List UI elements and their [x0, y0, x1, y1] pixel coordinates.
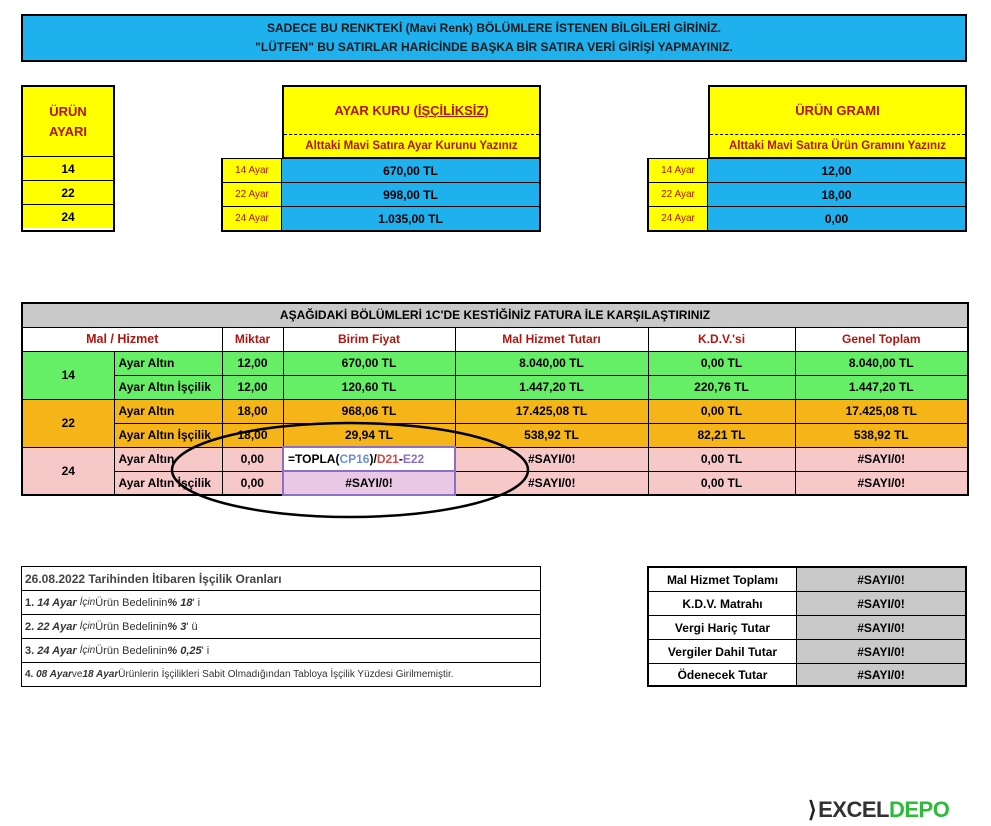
ayar-kuru-row	[223, 183, 539, 207]
ayar-label: 14 Ayar	[649, 159, 708, 182]
col-header-mal-hizmet: Mal / Hizmet	[22, 327, 222, 351]
item-name-cell[interactable]: Ayar Altın	[114, 399, 222, 423]
iscilik-notes	[21, 566, 541, 687]
tutar-cell[interactable]: 8.040,00 TL	[455, 351, 648, 375]
birim-fiyat-cell[interactable]: 968,06 TL	[283, 399, 455, 423]
item-name-cell[interactable]: Ayar Altın	[114, 351, 222, 375]
col-header-mal-hizmet-tutari: Mal Hizmet Tutarı	[455, 327, 648, 351]
ayar-kuru-row	[223, 159, 539, 183]
miktar-cell[interactable]: 12,00	[222, 351, 283, 375]
urun-ayari-cell[interactable]: 24	[23, 205, 113, 228]
toplam-cell[interactable]: 17.425,08 TL	[795, 399, 968, 423]
toplam-cell[interactable]: #SAYI/0!	[795, 471, 968, 495]
summary-value[interactable]: #SAYI/0!	[797, 592, 965, 615]
birim-fiyat-cell[interactable]: #SAYI/0!	[283, 471, 455, 495]
summary-row	[649, 616, 965, 640]
tutar-cell[interactable]: 1.447,20 TL	[455, 375, 648, 399]
birim-fiyat-cell[interactable]: 120,60 TL	[283, 375, 455, 399]
summary-row	[649, 592, 965, 616]
toplam-cell[interactable]: #SAYI/0!	[795, 447, 968, 471]
col-header-genel-toplam: Genel Toplam	[795, 327, 968, 351]
urun-grami-header[interactable]	[708, 85, 967, 158]
kdv-cell[interactable]: 0,00 TL	[648, 399, 795, 423]
formula-edit-cell[interactable]: =TOPLA(CP16)/D21-E22	[283, 447, 455, 471]
ayar-kuru-input[interactable]: 670,00 TL	[282, 159, 539, 182]
urun-ayari-block	[21, 85, 115, 232]
ayar-label: 22 Ayar	[223, 183, 282, 206]
summary-value[interactable]: #SAYI/0!	[797, 664, 965, 685]
summary-row	[649, 568, 965, 592]
miktar-cell[interactable]: 12,00	[222, 375, 283, 399]
note-item: 3. 24 Ayar İçin Ürün Bedelinin % 0,25 ' i	[22, 639, 540, 663]
table-row	[22, 351, 968, 375]
ayar-group-cell[interactable]: 24	[22, 447, 114, 495]
logo-text-depo: DEPO	[888, 797, 950, 822]
miktar-cell[interactable]: 18,00	[222, 423, 283, 447]
ayar-label: 24 Ayar	[649, 207, 708, 230]
tutar-cell[interactable]: 17.425,08 TL	[455, 399, 648, 423]
urun-grami-row	[649, 207, 965, 230]
logo-x-icon: ⟩	[808, 797, 817, 822]
summary-label: Mal Hizmet Toplamı	[649, 568, 797, 591]
toplam-cell[interactable]: 538,92 TL	[795, 423, 968, 447]
urun-grami-subtitle: Alttaki Mavi Satıra Ürün Gramını Yazınız	[728, 140, 947, 152]
urun-ayari-cell[interactable]: 14	[23, 157, 113, 181]
ayar-label: 24 Ayar	[223, 207, 282, 230]
ayar-kuru-subtitle: Alttaki Mavi Satıra Ayar Kurunu Yazınız	[305, 140, 518, 152]
urun-grami-title: ÜRÜN GRAMI	[710, 87, 965, 135]
kdv-cell[interactable]: 220,76 TL	[648, 375, 795, 399]
birim-fiyat-cell[interactable]: 670,00 TL	[283, 351, 455, 375]
item-name-cell[interactable]: Ayar Altın İşçilik	[114, 471, 222, 495]
summary-row	[649, 640, 965, 664]
notes-title: 26.08.2022 Tarihinden İtibaren İşçilik Oranları	[22, 567, 540, 591]
ayar-kuru-title: AYAR KURU ( İŞÇİLİKSİZ )	[284, 87, 539, 135]
urun-grami-row	[649, 183, 965, 207]
urun-ayari-cell[interactable]: 22	[23, 181, 113, 205]
note-item: 1. 14 Ayar İçin Ürün Bedelinin % 18 ' i	[22, 591, 540, 615]
summary-table	[647, 566, 967, 687]
ayar-label: 14 Ayar	[223, 159, 282, 182]
invoice-header-row	[22, 327, 968, 351]
miktar-cell[interactable]: 18,00	[222, 399, 283, 423]
urun-grami-row	[649, 159, 965, 183]
ayar-kuru-header[interactable]	[282, 85, 541, 158]
banner-line-1: SADECE BU RENKTEKİ (Mavi Renk) BÖLÜMLERE İSTENEN BİLGİLERİ GİRİNİZ.	[266, 21, 722, 35]
col-header-miktar: Miktar	[222, 327, 283, 351]
invoice-title: AŞAĞIDAKİ BÖLÜMLERİ 1C'DE KESTİĞİNİZ FATURA İLE KARŞILAŞTIRINIZ	[22, 303, 968, 327]
ayar-kuru-input[interactable]: 998,00 TL	[282, 183, 539, 206]
summary-label: K.D.V. Matrahı	[649, 592, 797, 615]
summary-value[interactable]: #SAYI/0!	[797, 640, 965, 663]
summary-row	[649, 664, 965, 685]
col-header-birim-fiyat: Birim Fiyat	[283, 327, 455, 351]
summary-value[interactable]: #SAYI/0!	[797, 616, 965, 639]
urun-grami-table	[647, 158, 967, 232]
col-header-kdv: K.D.V.'si	[648, 327, 795, 351]
summary-label: Vergiler Dahil Tutar	[649, 640, 797, 663]
urun-grami-input[interactable]: 18,00	[708, 183, 965, 206]
ayar-kuru-row	[223, 207, 539, 230]
ayar-label: 22 Ayar	[649, 183, 708, 206]
urun-grami-input[interactable]: 0,00	[708, 207, 965, 230]
kdv-cell[interactable]: 0,00 TL	[648, 471, 795, 495]
urun-grami-input[interactable]: 12,00	[708, 159, 965, 182]
item-name-cell[interactable]: Ayar Altın İşçilik	[114, 423, 222, 447]
tutar-cell[interactable]: 538,92 TL	[455, 423, 648, 447]
birim-fiyat-cell[interactable]: 29,94 TL	[283, 423, 455, 447]
kdv-cell[interactable]: 82,21 TL	[648, 423, 795, 447]
summary-label: Ödenecek Tutar	[649, 664, 797, 685]
summary-label: Vergi Hariç Tutar	[649, 616, 797, 639]
tutar-cell[interactable]: #SAYI/0!	[455, 471, 648, 495]
note-item: 2. 22 Ayar İçin Ürün Bedelinin % 3 ' ü	[22, 615, 540, 639]
miktar-cell[interactable]: 0,00	[222, 471, 283, 495]
annotation-ellipse	[165, 418, 535, 528]
kdv-cell[interactable]: 0,00 TL	[648, 351, 795, 375]
ayar-group-cell[interactable]: 14	[22, 351, 114, 399]
excel-depo-logo	[808, 796, 949, 824]
ayar-kuru-table	[221, 158, 541, 232]
ayar-kuru-input[interactable]: 1.035,00 TL	[282, 207, 539, 230]
kdv-cell[interactable]: 0,00 TL	[648, 447, 795, 471]
item-name-cell[interactable]: Ayar Altın İşçilik	[114, 375, 222, 399]
invoice-title-row	[22, 303, 968, 327]
summary-value[interactable]: #SAYI/0!	[797, 568, 965, 591]
note-item: 4. 08 Ayar ve 18 Ayar Ürünlerin İşçilikleri Sabit Olmadığından Tabloya İşçilik Yüzdesi Girilmemiştir.	[25, 669, 454, 680]
item-name-cell[interactable]: Ayar Altın	[114, 447, 222, 471]
instruction-banner	[21, 14, 967, 62]
toplam-cell[interactable]: 1.447,20 TL	[795, 375, 968, 399]
urun-ayari-header[interactable]: ÜRÜN AYARI	[23, 87, 113, 157]
ayar-group-cell[interactable]: 22	[22, 399, 114, 447]
logo-text-excel: EXCEL	[818, 797, 889, 822]
tutar-cell[interactable]: #SAYI/0!	[455, 447, 648, 471]
table-row	[22, 375, 968, 399]
banner-line-2: "LÜTFEN" BU SATIRLAR HARİCİNDE BAŞKA BİR SATIRA VERİ GİRİŞİ YAPMAYINIZ.	[255, 40, 733, 54]
miktar-cell[interactable]: 0,00	[222, 447, 283, 471]
toplam-cell[interactable]: 8.040,00 TL	[795, 351, 968, 375]
